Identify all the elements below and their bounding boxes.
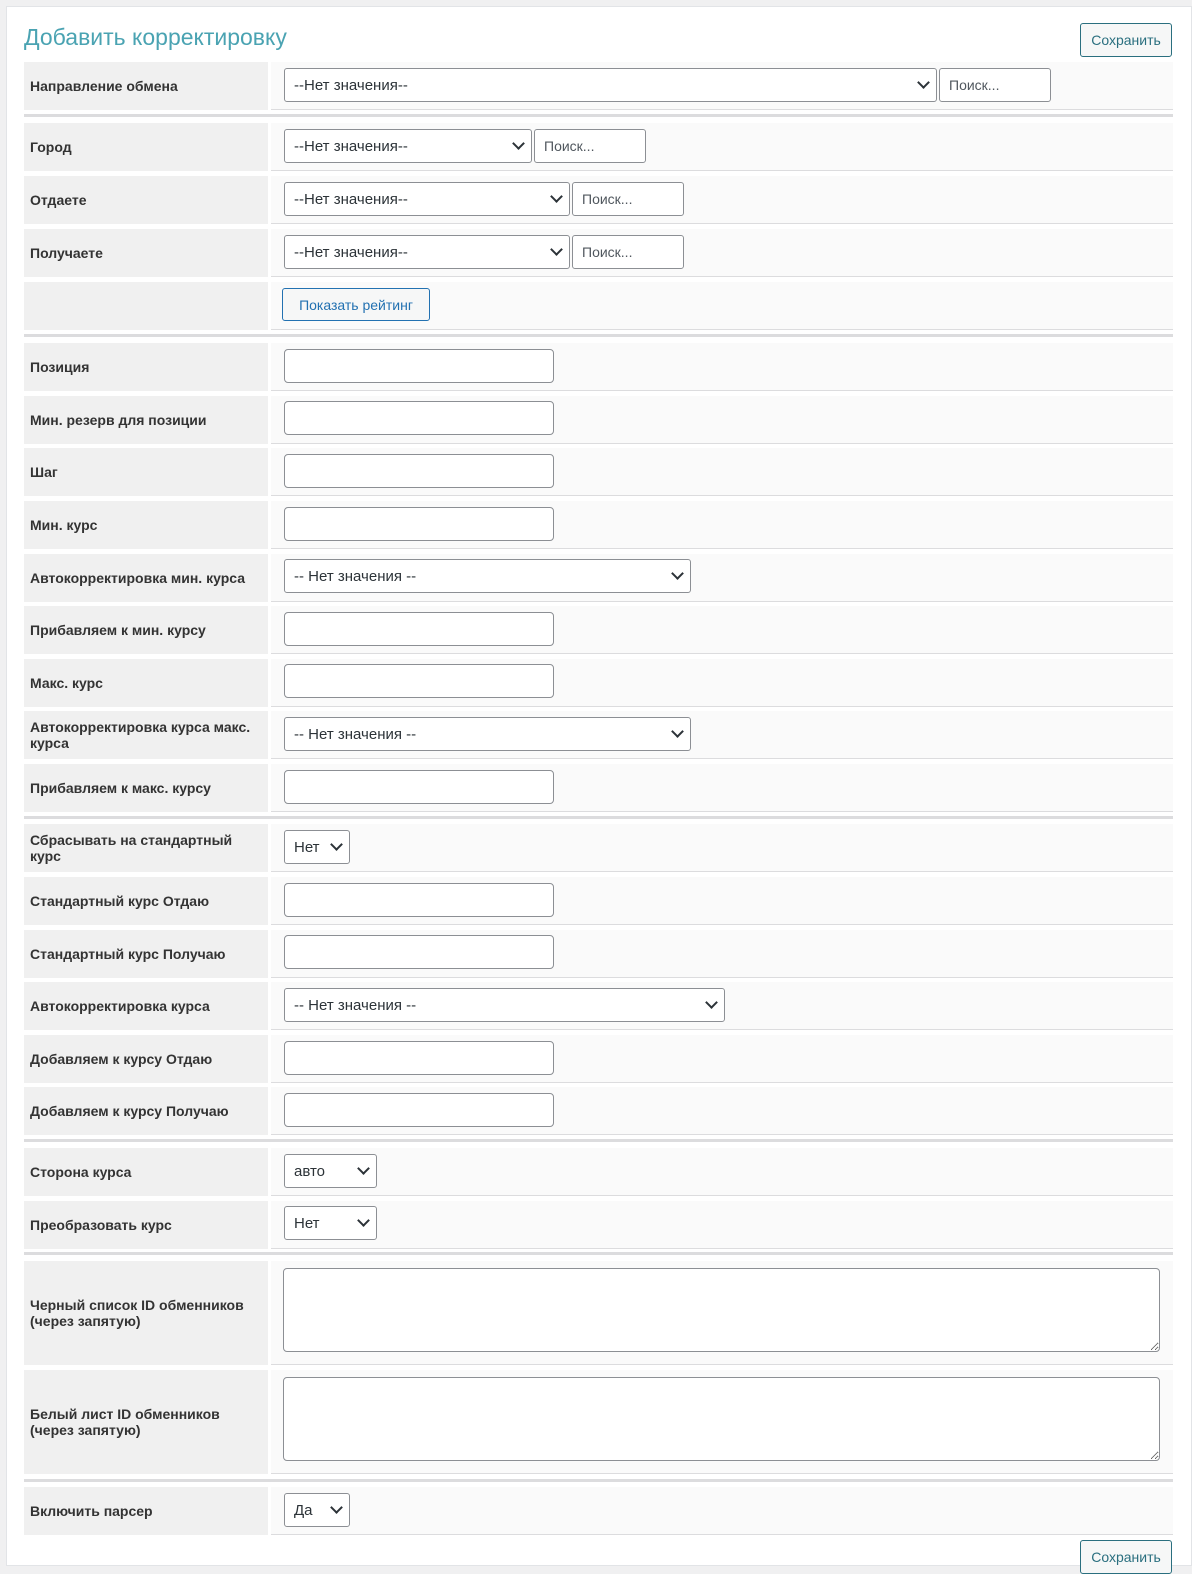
row-add-rate-give <box>24 1035 1173 1083</box>
direction-select-value: --Нет значения-- <box>294 76 408 94</box>
label-min-reserve: Мин. резерв для позиции <box>24 396 268 444</box>
row-position <box>24 343 1173 391</box>
row-add-max-rate <box>24 764 1173 812</box>
enable-parser-select-value: Да <box>294 1501 313 1519</box>
auto-max-rate-select-value: -- Нет значения -- <box>294 725 417 743</box>
enable-parser-select[interactable] <box>284 1493 350 1527</box>
row-show-rating <box>24 282 1173 330</box>
chevron-down-icon <box>550 190 563 203</box>
row-reset-standard <box>24 824 1173 872</box>
add-min-rate-input[interactable] <box>284 612 554 646</box>
label-add-rate-get: Добавляем к курсу Получаю <box>24 1087 268 1135</box>
chevron-down-icon <box>550 243 563 256</box>
direction-select[interactable] <box>284 68 937 102</box>
auto-rate-select-value: -- Нет значения -- <box>294 996 417 1014</box>
row-convert-rate <box>24 1201 1173 1249</box>
give-search-input[interactable] <box>572 182 684 216</box>
row-min-reserve <box>24 396 1173 444</box>
add-rate-get-input[interactable] <box>284 1093 554 1127</box>
get-select-value: --Нет значения-- <box>294 243 408 261</box>
label-max-rate: Макс. курс <box>24 659 268 707</box>
reset-standard-select-value: Нет <box>294 838 320 856</box>
row-city <box>24 123 1173 171</box>
give-select[interactable] <box>284 182 570 216</box>
convert-rate-select-value: Нет <box>294 1214 320 1232</box>
get-search-input[interactable] <box>572 235 684 269</box>
label-add-rate-give: Добавляем к курсу Отдаю <box>24 1035 268 1083</box>
separator <box>24 816 1173 819</box>
label-add-max-rate: Прибавляем к макс. курсу <box>24 764 268 812</box>
row-enable-parser <box>24 1487 1173 1535</box>
separator <box>24 334 1173 337</box>
row-add-min-rate <box>24 606 1173 654</box>
city-select[interactable] <box>284 129 532 163</box>
row-blacklist <box>24 1261 1173 1365</box>
whitelist-textarea[interactable] <box>283 1377 1160 1461</box>
chevron-down-icon <box>357 1162 370 1175</box>
chevron-down-icon <box>330 838 343 851</box>
row-max-rate <box>24 659 1173 707</box>
row-rate-side <box>24 1148 1173 1196</box>
auto-rate-select[interactable] <box>284 988 725 1022</box>
row-give <box>24 176 1173 224</box>
row-direction <box>24 62 1173 110</box>
separator <box>24 1252 1173 1255</box>
label-city: Город <box>24 123 268 171</box>
separator <box>24 114 1173 117</box>
position-input[interactable] <box>284 349 554 383</box>
label-convert-rate: Преобразовать курс <box>24 1201 268 1249</box>
row-step <box>24 448 1173 496</box>
row-whitelist <box>24 1370 1173 1474</box>
label-std-rate-give: Стандартный курс Отдаю <box>24 877 268 925</box>
auto-min-rate-select-value: -- Нет значения -- <box>294 567 417 585</box>
reset-standard-select[interactable] <box>284 830 350 864</box>
auto-max-rate-select[interactable] <box>284 717 691 751</box>
chevron-down-icon <box>512 137 525 150</box>
chevron-down-icon <box>705 996 718 1009</box>
give-select-value: --Нет значения-- <box>294 190 408 208</box>
chevron-down-icon <box>330 1501 343 1514</box>
rate-side-select[interactable] <box>284 1154 377 1188</box>
label-get: Получаете <box>24 229 268 277</box>
separator <box>24 1479 1173 1482</box>
std-rate-get-input[interactable] <box>284 935 554 969</box>
label-rate-side: Сторона курса <box>24 1148 268 1196</box>
label-add-min-rate: Прибавляем к мин. курсу <box>24 606 268 654</box>
max-rate-input[interactable] <box>284 664 554 698</box>
add-rate-give-input[interactable] <box>284 1041 554 1075</box>
save-button-top[interactable]: Сохранить <box>1080 23 1172 57</box>
min-rate-input[interactable] <box>284 507 554 541</box>
add-max-rate-input[interactable] <box>284 770 554 804</box>
chevron-down-icon <box>671 725 684 738</box>
row-auto-min-rate <box>24 554 1173 602</box>
chevron-down-icon <box>357 1214 370 1227</box>
label-empty <box>24 282 268 330</box>
separator <box>24 1139 1173 1142</box>
label-step: Шаг <box>24 448 268 496</box>
row-add-rate-get <box>24 1087 1173 1135</box>
step-input[interactable] <box>284 454 554 488</box>
label-auto-min-rate: Автокорректировка мин. курса <box>24 554 268 602</box>
row-get <box>24 229 1173 277</box>
show-rating-button[interactable]: Показать рейтинг <box>282 288 430 321</box>
row-auto-rate <box>24 982 1173 1030</box>
label-give: Отдаете <box>24 176 268 224</box>
city-search-input[interactable] <box>534 129 646 163</box>
direction-search-input[interactable] <box>939 68 1051 102</box>
page-title: Добавить корректировку <box>24 24 287 50</box>
get-select[interactable] <box>284 235 570 269</box>
city-select-value: --Нет значения-- <box>294 137 408 155</box>
label-std-rate-get: Стандартный курс Получаю <box>24 930 268 978</box>
chevron-down-icon <box>917 76 930 89</box>
row-std-rate-give <box>24 877 1173 925</box>
label-blacklist: Черный список ID обменников (через запятую) <box>24 1261 268 1365</box>
row-min-rate <box>24 501 1173 549</box>
row-std-rate-get <box>24 930 1173 978</box>
label-enable-parser: Включить парсер <box>24 1487 268 1535</box>
std-rate-give-input[interactable] <box>284 883 554 917</box>
row-auto-max-rate <box>24 711 1173 759</box>
blacklist-textarea[interactable] <box>283 1268 1160 1352</box>
label-auto-rate: Автокорректировка курса <box>24 982 268 1030</box>
chevron-down-icon <box>671 567 684 580</box>
auto-min-rate-select[interactable] <box>284 559 691 593</box>
convert-rate-select[interactable] <box>284 1206 377 1240</box>
save-button-bottom[interactable]: Сохранить <box>1080 1540 1172 1574</box>
label-position: Позиция <box>24 343 268 391</box>
rate-side-select-value: авто <box>294 1162 326 1180</box>
label-whitelist: Белый лист ID обменников (через запятую) <box>24 1370 268 1474</box>
min-reserve-input[interactable] <box>284 401 554 435</box>
label-auto-max-rate: Автокорректировка курса макс. курса <box>24 711 268 759</box>
label-min-rate: Мин. курс <box>24 501 268 549</box>
label-reset-standard: Сбрасывать на стандартный курс <box>24 824 268 872</box>
label-direction: Направление обмена <box>24 62 268 110</box>
